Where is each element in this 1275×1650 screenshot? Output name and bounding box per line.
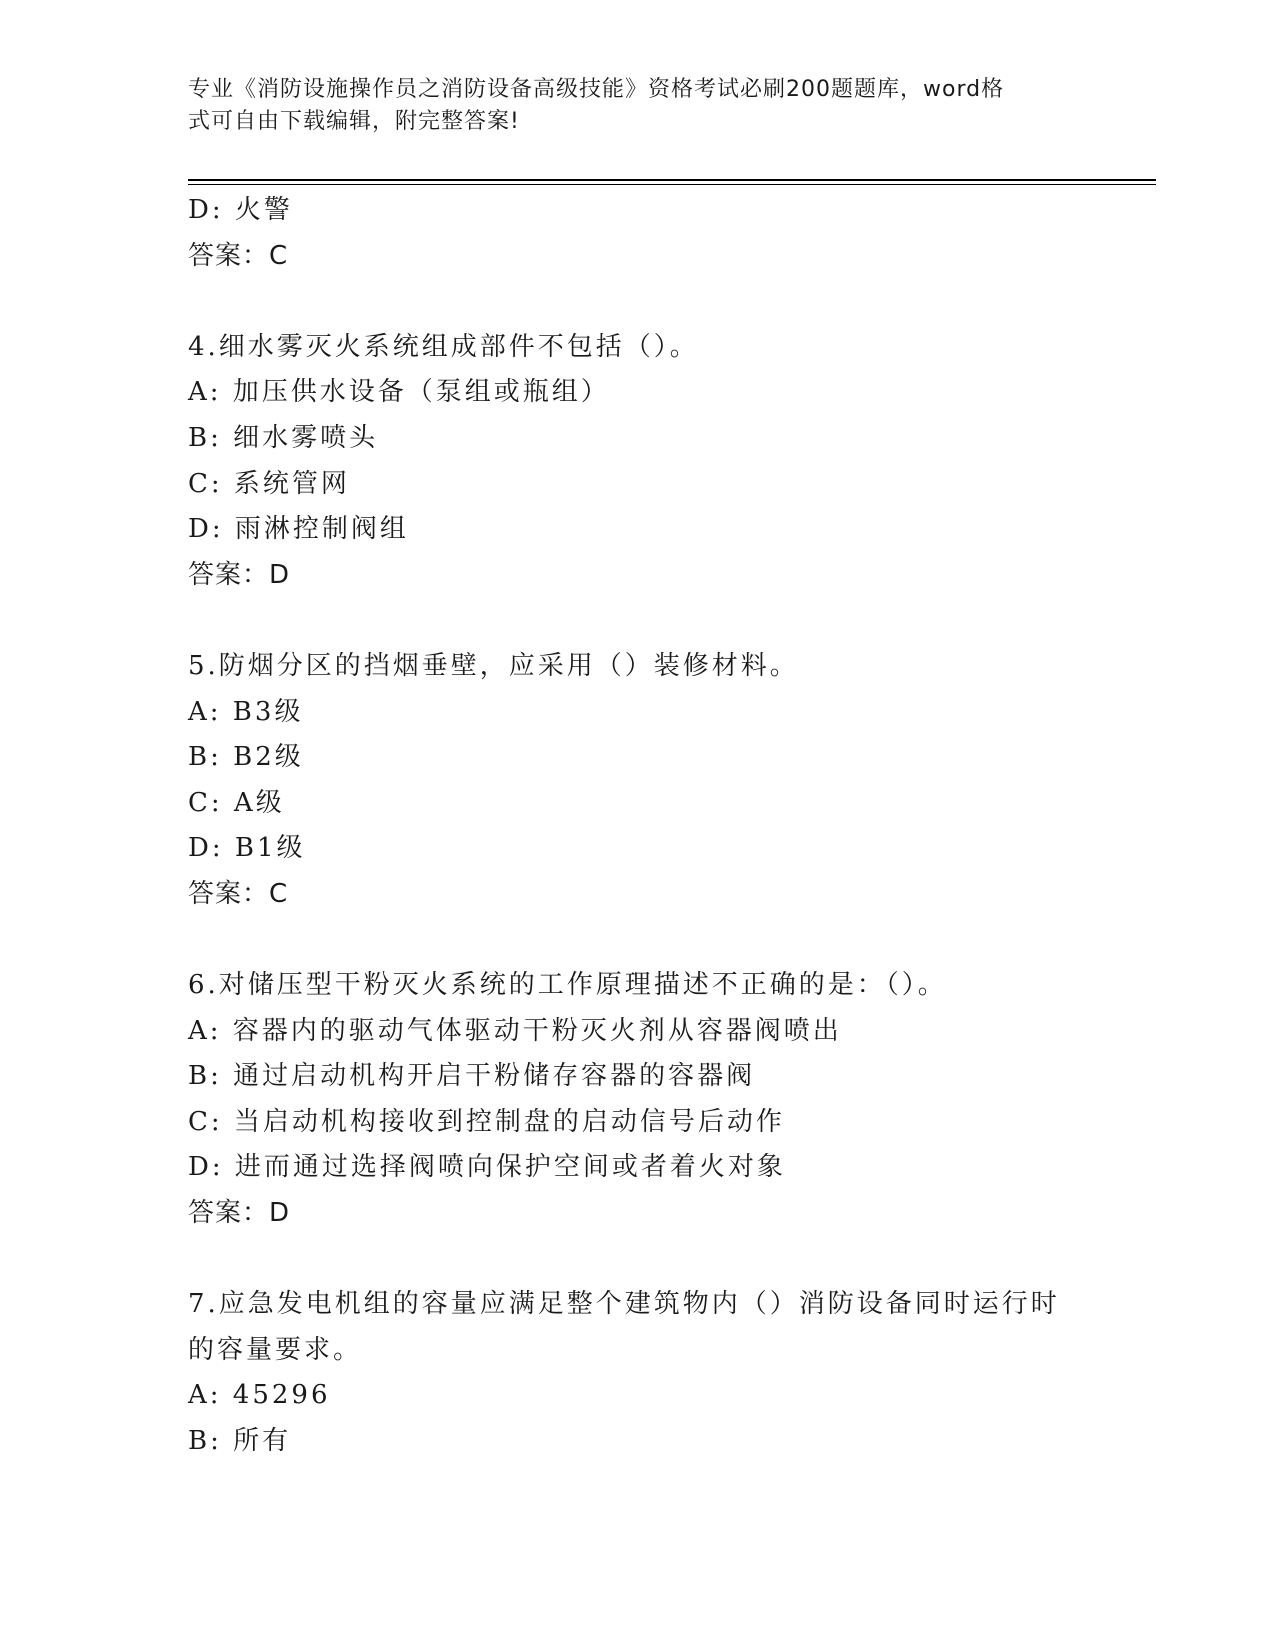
spacer: [188, 1237, 1148, 1283]
option-a: A: 加压供水设备（泵组或瓶组）: [188, 377, 610, 408]
option-a: A: B3级: [188, 696, 304, 727]
question-stem: 4.细水雾灭火系统组成部件不包括（）。: [188, 331, 699, 362]
option-c: C: A级: [188, 787, 285, 818]
option-a: A: 容器内的驱动气体驱动干粉灭火剂从容器阀喷出: [188, 1015, 842, 1046]
option-d: D: 火警: [188, 195, 293, 225]
page-header: [188, 74, 1068, 138]
header-rule-thick: [188, 179, 1156, 181]
option-b: B: 细水雾喷头: [188, 422, 379, 453]
spacer: [188, 279, 1148, 325]
question-4: [188, 325, 1148, 599]
option-c: C: 当启动机构接收到控制盘的启动信号后动作: [188, 1106, 785, 1137]
question-6: [188, 963, 1148, 1237]
answer: 答案：D: [188, 1198, 291, 1229]
option-a: A: 45296: [188, 1380, 331, 1411]
header-rule-thin: [188, 184, 1156, 185]
option-d: D: B1级: [188, 833, 306, 864]
answer: 答案：D: [188, 559, 291, 590]
question-stem: 6.对储压型干粉灭火系统的工作原理描述不正确的是：（）。: [188, 970, 947, 1001]
header-line-1: 专业《消防设施操作员之消防设备高级技能》资格考试必刷200题题库，word格: [188, 77, 1005, 102]
option-b: B: B2级: [188, 742, 304, 773]
option-b: B: 通过启动机构开启干粉储存容器的容器阀: [188, 1061, 756, 1092]
question-3-tail: [188, 188, 1148, 279]
question-stem: 5.防烟分区的挡烟垂壁，应采用（）装修材料。: [188, 650, 799, 681]
option-c: C: 系统管网: [188, 468, 350, 499]
spacer: [188, 918, 1148, 964]
answer: 答案：C: [188, 878, 289, 909]
header-line-2: 式可自由下载编辑，附完整答案!: [188, 109, 520, 134]
option-d: D: 雨淋控制阀组: [188, 514, 409, 545]
option-d: D: 进而通过选择阀喷向保护空间或者着火对象: [188, 1152, 786, 1183]
question-stem-line-1: 7.应急发电机组的容量应满足整个建筑物内（）消防设备同时运行时: [188, 1289, 1060, 1320]
spacer: [188, 598, 1148, 644]
question-5: [188, 644, 1148, 918]
question-7: [188, 1282, 1148, 1464]
question-stem-line-2: 的容量要求。: [188, 1334, 363, 1365]
question-list: [188, 188, 1148, 1465]
option-b: B: 所有: [188, 1426, 292, 1457]
answer: 答案：C: [188, 240, 289, 271]
